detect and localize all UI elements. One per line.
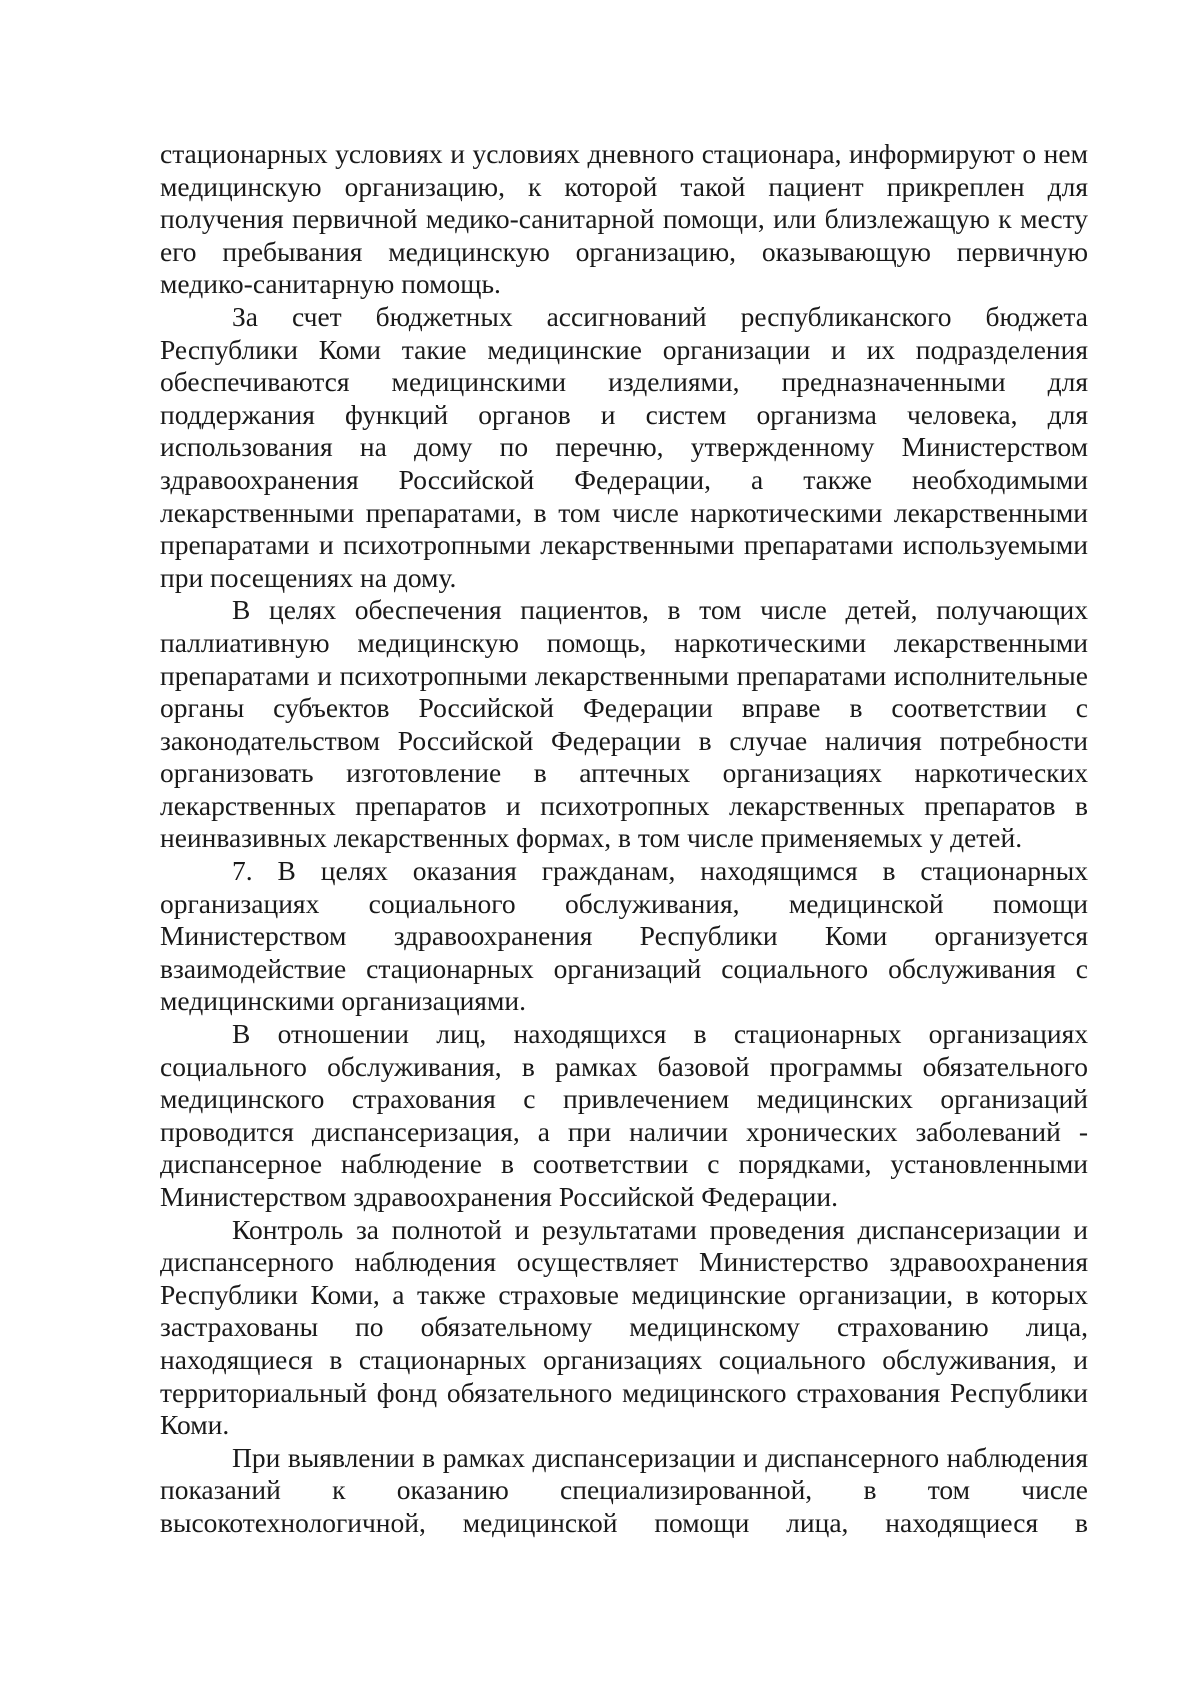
paragraph-item-7: 7. В целях оказания гражданам, находящимся в стационарных организациях социального обслуживания, медицинской помощи Министерством здравоохранения Республики Коми организуется взаимодействие стационарных организаций социального обслуживания с медицинскими организациями.: [160, 855, 1088, 1017]
paragraph-continuation: стационарных условиях и условиях дневного стационара, информируют о нем медицинскую организацию, к которой такой пациент прикреплен для получения первичной медико-санитарной помощи, или близлежащую к месту его пребывания медицинскую организацию, оказывающую первичную медико-санитарную помощь.: [160, 138, 1088, 300]
paragraph-narcotic-drugs: В целях обеспечения пациентов, в том числе детей, получающих паллиативную медицинскую помощь, наркотическими лекарственными препаратами и психотропными лекарственными препаратами исполнительные органы субъектов Российской Федерации вправе в соответствии с законодательством Российской Федерации в случае наличия потребности организовать изготовление в аптечных организациях наркотических лекарственных препаратов и психотропных лекарственных препаратов в неинвазивных лекарственных формах, в том числе применяемых у детей.: [160, 594, 1088, 854]
paragraph-high-tech-care: При выявлении в рамках диспансеризации и диспансерного наблюдения показаний к оказанию специализированной, в том числе высокотехнологичной, медицинской помощи лица, находящиеся в: [160, 1441, 1088, 1538]
document-page: [160, 138, 1088, 1540]
paragraph-dispensarization: В отношении лиц, находящихся в стационарных организациях социального обслуживания, в рамках базовой программы обязательного медицинского страхования с привлечением медицинских организаций проводится диспансеризация, а при наличии хронических заболеваний - диспансерное наблюдение в соответствии с порядками, установленными Министерством здравоохранения Российской Федерации.: [160, 1018, 1088, 1212]
paragraph-budget-funding: За счет бюджетных ассигнований республиканского бюджета Республики Коми такие медицинские организации и их подразделения обеспечиваются медицинскими изделиями, предназначенными для поддержания функций органов и систем организма человека, для использования на дому по перечню, утвержденному Министерством здравоохранения Российской Федерации, а также необходимыми лекарственными препаратами, в том числе наркотическими лекарственными препаратами и психотропными лекарственными препаратами используемыми при посещениях на дому.: [160, 300, 1088, 593]
paragraph-control: Контроль за полнотой и результатами проведения диспансеризации и диспансерного наблюдения осуществляет Министерство здравоохранения Республики Коми, а также страховые медицинские организации, в которых застрахованы по обязательному медицинскому страхованию лица, находящиеся в стационарных организациях социального обслуживания, и территориальный фонд обязательного медицинского страхования Республики Коми.: [160, 1213, 1088, 1441]
